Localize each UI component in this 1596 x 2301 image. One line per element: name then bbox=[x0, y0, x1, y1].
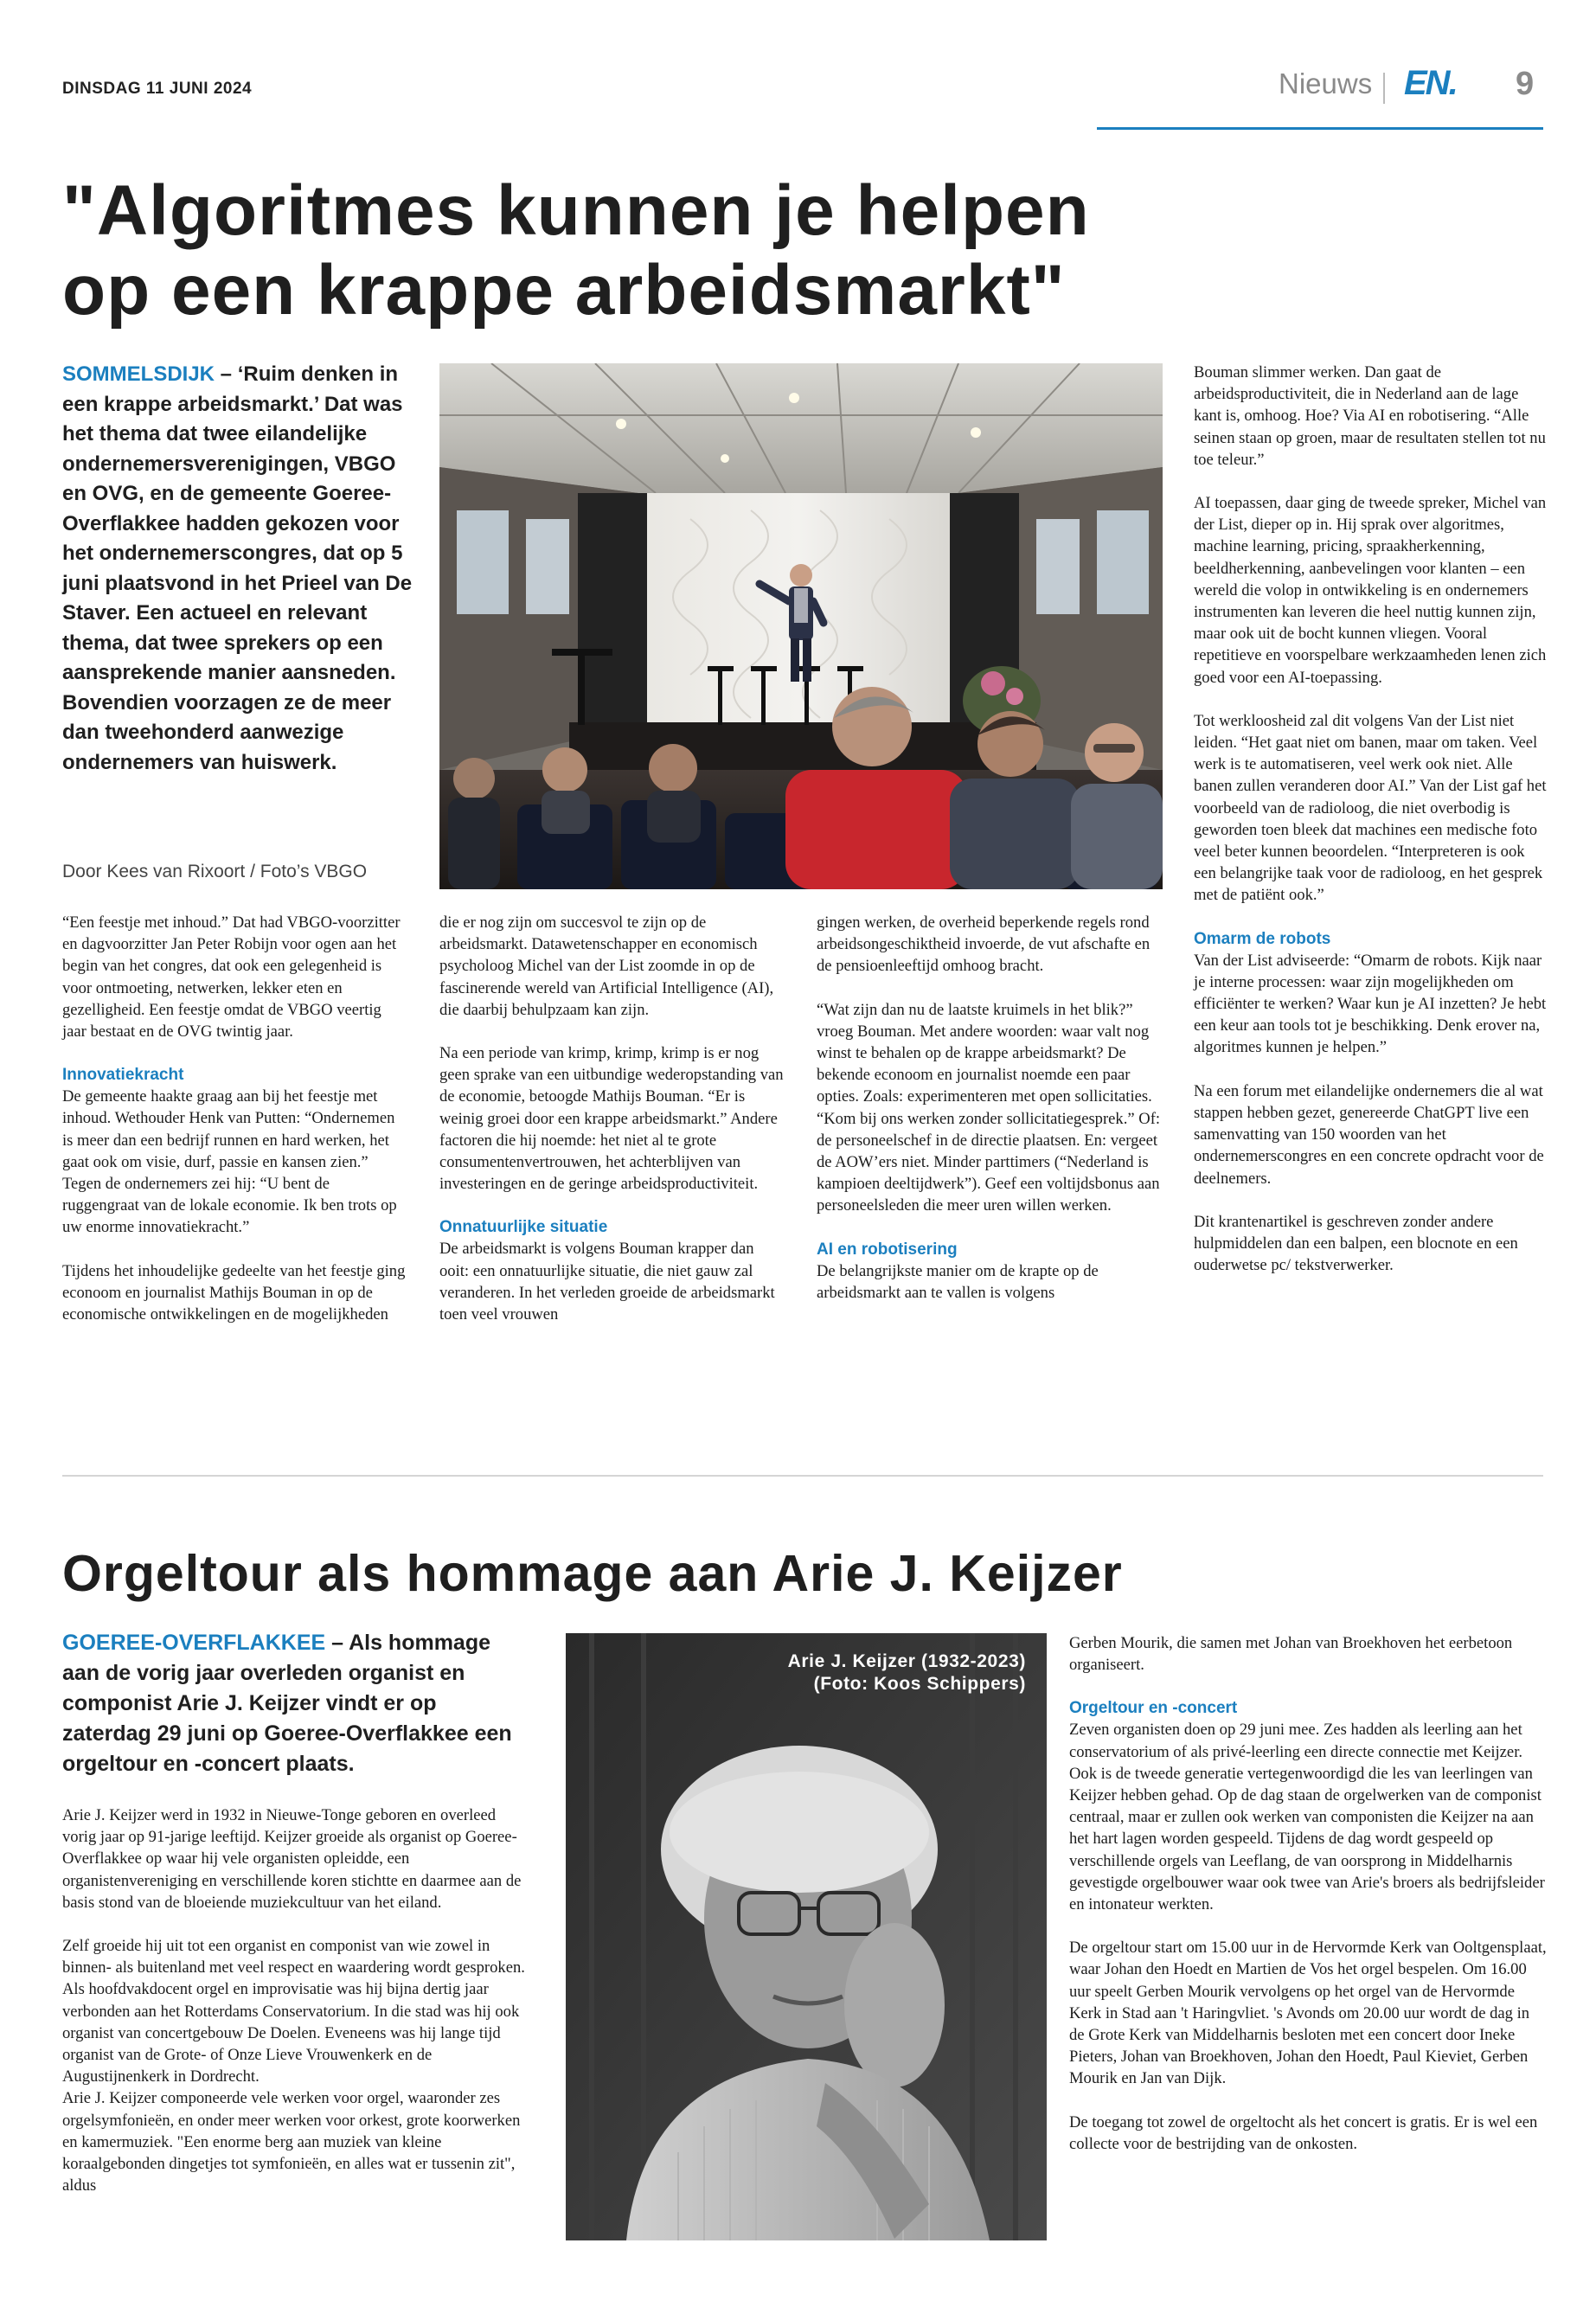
article1-column-3 bbox=[817, 912, 1163, 1304]
portrait-photo bbox=[566, 1633, 1047, 2240]
paragraph: “Wat zijn dan nu de laatste kruimels in het blik?” vroeg Bouman. Met andere woorden: waar valt nog winst te behalen op de krappe arbeidsmarkt? De bekende econoom en journalist noemde een paar opties. Zoals: experimenteren met open sollicitaties. “Kom bij ons werken zonder sollicitatiegesprek.” Of: de personeelschef in de directie plaatsen. En: vergeet de AOW’ers niet. Minder parttimers (“Nederland is kampioen deeltijdwerk”). Geef een voltijdsbonus aan personeelsleden die meer uren willen werken. bbox=[817, 1000, 1161, 1215]
subheading-onnatuurlijke-situatie: Onnatuurlijke situatie bbox=[439, 1218, 608, 1237]
paragraph: Gerben Mourik, die samen met Johan van Broekhoven het eerbetoon organiseert. bbox=[1069, 1634, 1513, 1675]
paragraph: Van der List adviseerde: “Omarm de robots. Kijk naar je interne processen: waar zijn mogelijkheden om efficiënter te werken? Waar kun je AI inzetten? Je hebt een keur aan tools tot je beschikking. Denk erover na, algoritmes kunnen je helpen.” bbox=[1194, 951, 1547, 1057]
headline-line-2: op een krappe arbeidsmarkt" bbox=[62, 251, 1066, 330]
conference-photo bbox=[439, 363, 1163, 889]
subheading-omarm-de-robots: Omarm de robots bbox=[1194, 929, 1331, 948]
subheading-innovatiekracht: Innovatiekracht bbox=[62, 1066, 184, 1085]
article1-byline: Door Kees van Rixoort / Foto’s VBGO bbox=[62, 862, 368, 881]
article2-intro-text: – Als hommage aan de vorig jaar overleden organist en componist Arie J. Keijzer vindt er op zaterdag 29 juni op Goeree-Overflakkee een orgeltour en -concert plaats. bbox=[62, 1631, 512, 1776]
paragraph: Na een periode van krimp, krimp, krimp is er nog geen sprake van een uitbundige wederopstanding van de economie, betoogde Mathijs Bouman. “Er is weinig groei door een krappe arbeidsmarkt.” Andere factoren die hij noemde: het niet al te grote consumentenvertrouwen, het achterblijven van investeringen en de geringe arbeidsproductiviteit. bbox=[439, 1044, 784, 1194]
subheading-ai-en-robotisering: AI en robotisering bbox=[817, 1240, 958, 1259]
issue-date: DINSDAG 11 JUNI 2024 bbox=[62, 80, 253, 98]
paragraph: AI toepassen, daar ging de tweede spreker, Michel van der List, dieper op in. Hij sprak over algoritmes, machine learning, pricing, spraakherkenning, beeldherkenning, aanbevelingen voor klanten – een wereld die volop in ontwikkeling is en ondernemers instrumenten kan leveren die heel nuttig kunnen zijn, maar ook uit de bocht kunnen vliegen. Vooral repetitieve en voorspelbare werkzaamheden lenen zich goed voor een AI-toepassing. bbox=[1194, 494, 1547, 687]
subheading-orgeltour-en-concert: Orgeltour en -concert bbox=[1069, 1699, 1238, 1718]
section-name: Nieuws bbox=[1279, 67, 1373, 99]
paragraph: Arie J. Keijzer werd in 1932 in Nieuwe-Tonge geboren en overleed vorig jaar op 91-jarige leeftijd. Keijzer groeide als organist op Goeree-Overflakkee op waar hij vele organisten opleidde, een organistenvereniging en verschillende koren stichtte en daarmee aan de basis stond van de bloeiende muziekcultuur van het eiland. bbox=[62, 1806, 522, 1912]
header-rule bbox=[1097, 127, 1543, 130]
article1-column-2 bbox=[439, 912, 785, 1325]
conference-photo-illustration bbox=[439, 363, 1163, 889]
page-number: 9 bbox=[1516, 66, 1535, 102]
caption-line-1: Arie J. Keijzer (1932-2023) bbox=[787, 1651, 1026, 1671]
caption-line-2: (Foto: Koos Schippers) bbox=[813, 1674, 1026, 1694]
paragraph: De orgeltour start om 15.00 uur in de Hervormde Kerk van Ooltgensplaat, waar Johan den Hoedt en Martien de Vos het orgel bespelen. Om 16.00 uur speelt Gerben Mourik vervolgens op het orgel van de Hervormde Kerk in Stad aan 't Haringvliet. 's Avonds om 20.00 uur wordt de dag in de Grote Kerk van Middelharnis besloten met een concert door Ineke Pieters, Johan van Broekhoven, Johan den Hoedt, Paul Kieviet, Gerben Mourik en Jan van Dijk. bbox=[1069, 1939, 1547, 2088]
header-separator bbox=[1383, 73, 1385, 104]
paragraph: De gemeente haakte graag aan bij het feestje met inhoud. Wethouder Henk van Putten: “Ondernemen is meer dan een bedrijf runnen en hard werken, het gaat ook om visie, durf, passie en kansen zien.” Tegen de ondernemers zei hij: “U bent de ruggengraat van de lokale economie. Ik ben trots op uw enorme innovatiekracht.” bbox=[62, 1087, 397, 1237]
newspaper-logo: EN. bbox=[1404, 64, 1457, 102]
article1-headline bbox=[62, 171, 1273, 330]
paragraph: Arie J. Keijzer componeerde vele werken voor orgel, waaronder zes orgelsymfonieën, en onder meer werken voor orkest, grote koorwerken en kamermuziek. "Een enorme berg aan muziek van kleine koraalgebonden dingetjes tot symfonieën, en alles wat er tussenin zit", aldus bbox=[62, 2089, 521, 2195]
paragraph: die er nog zijn om succesvol te zijn op de arbeidsmarkt. Datawetenschapper en economisch psycholoog Michel van der List zoomde in op de fascinerende wereld van Artificial Intelligence (AI), die daarbij behulpzaam kan zijn. bbox=[439, 913, 774, 1019]
paragraph: Zelf groeide hij uit tot een organist en componist van wie zowel in binnen- als buitenland met veel respect en waardering wordt gesproken. Als hoofdvakdocent orgel en improvisatie was hij bijna dertig jaar verbonden aan het Rotterdams Conservatorium. In die stad was hij ook organist van concertgebouw De Doelen. Eveneens was hij lange tijd organist van de Grote- of Onze Lieve Vrouwenkerk en de Augustijnenkerk in Dordrecht. bbox=[62, 1937, 525, 2086]
article-divider bbox=[62, 1475, 1543, 1477]
paragraph: De belangrijkste manier om de krapte op de arbeidsmarkt aan te vallen is volgens bbox=[817, 1261, 1099, 1302]
paragraph: Bouman slimmer werken. Dan gaat de arbeidsproductiviteit, die in Nederland aan de lage kant is, omhoog. Hoe? Via AI en robotisering. “Alle seinen staan op groen, maar de resultaten stellen tot nu toe teleur.” bbox=[1194, 363, 1546, 469]
headline-line-1: "Algoritmes kunnen je helpen bbox=[62, 171, 1090, 250]
article1-column-1 bbox=[62, 912, 408, 1325]
paragraph: De toegang tot zowel de orgeltocht als het concert is gratis. Er is wel een collecte voor de bestrijding van de onkosten. bbox=[1069, 2112, 1538, 2153]
paragraph: gingen werken, de overheid beperkende regels rond arbeidsongeschiktheid invoerde, de vut afschafte en de pensioenleeftijd omhoog bracht. bbox=[817, 913, 1151, 976]
article2-dateline: GOEREE-OVERFLAKKEE bbox=[62, 1631, 326, 1655]
article2-column-2 bbox=[1069, 1632, 1547, 2155]
paragraph: Zeven organisten doen op 29 juni mee. Zes hadden als leerling aan het conservatorium of als privé-leerling een directe connectie met Keijzer. Ook is de tweede generatie vertegenwoordigd die les van leerlingen van Keijzer hebben gehad. Op de dag staan de orgelwerken van de componist centraal, maar er zullen ook werken van componisten die Keijzer na aan het hart lagen worden gespeeld. Tijdens de dag wordt gespeeld op verschillende orgels van Leeflang, de van oorsprong in Middelharnis gevestigde orgelbouwer waar ook twee van Arie's broers als bedrijfsleider en intonateur werkten. bbox=[1069, 1721, 1545, 1914]
portrait-illustration bbox=[566, 1633, 1047, 2240]
article2-headline: Orgeltour als hommage aan Arie J. Keijzer bbox=[62, 1545, 1123, 1602]
paragraph: “Een feestje met inhoud.” Dat had VBGO-voorzitter en dagvoorzitter Jan Peter Robijn voor ogen aan het begin van het congres, dat ook een gelegenheid is voor ontmoeting, netwerken, lekker eten en gezelligheid. Een feestje omdat de VBGO veertig jaar bestaat en de OVG twintig jaar. bbox=[62, 913, 401, 1042]
photo-caption bbox=[788, 1650, 1026, 1695]
paragraph: Tijdens het inhoudelijke gedeelte van het feestje ging econoom en journalist Mathijs Bouman in op de economische ontwikkelingen en de mogelijkheden bbox=[62, 1261, 406, 1324]
article1-intro-text: – ‘Ruim denken in een krappe arbeidsmarkt.’ Dat was het thema dat twee eilandelijke ondernemersverenigingen, VBGO en OVG, en de gemeente Goeree-Overflakkee hadden gekozen voor het ondernemerscongres, dat op 5 juni plaatsvond in het Prieel van De Staver. Een actueel en relevant thema, dat twee sprekers op een aansprekende manier aansneden. Bovendien voorzagen ze de meer dan tweehonderd aanwezige ondernemers van huiswerk. bbox=[62, 362, 413, 774]
paragraph: Dit krantenartikel is geschreven zonder andere hulpmiddelen dan een balpen, een blocnote en een ouderwetse pc/ tekstverwerker. bbox=[1194, 1212, 1518, 1275]
article2-intro bbox=[62, 1628, 529, 1779]
article1-column-4 bbox=[1194, 362, 1547, 1276]
article2-column-1 bbox=[62, 1804, 529, 2196]
paragraph: De arbeidsmarkt is volgens Bouman krapper dan ooit: een onnatuurlijke situatie, die niet gauw zal veranderen. In het verleden groeide de arbeidsmarkt toen veel vrouwen bbox=[439, 1240, 775, 1324]
article1-dateline: SOMMELSDIJK bbox=[62, 362, 215, 386]
paragraph: Tot werkloosheid zal dit volgens Van der List niet leiden. “Het gaat niet om banen, maar om taken. Veel werk is te automatiseren, veel werk ook niet. Alle banen zullen veranderen door AI.” Van der List gaf het voorbeeld van de radioloog, die niet overbodig is geworden toen bleek dat machines een medische foto veel beter kunnen beoordelen. “Interpreteren is ook een belangrijke taak voor de radioloog, en het gesprek met de patiënt ook.” bbox=[1194, 711, 1547, 905]
paragraph: Na een forum met eilandelijke ondernemers die al wat stappen hebben gezet, genereerde ChatGPT live een samenvatting van 150 woorden van het ondernemerscongres en een concrete opdracht voor de deelnemers. bbox=[1194, 1081, 1544, 1188]
article1-intro bbox=[62, 360, 417, 778]
